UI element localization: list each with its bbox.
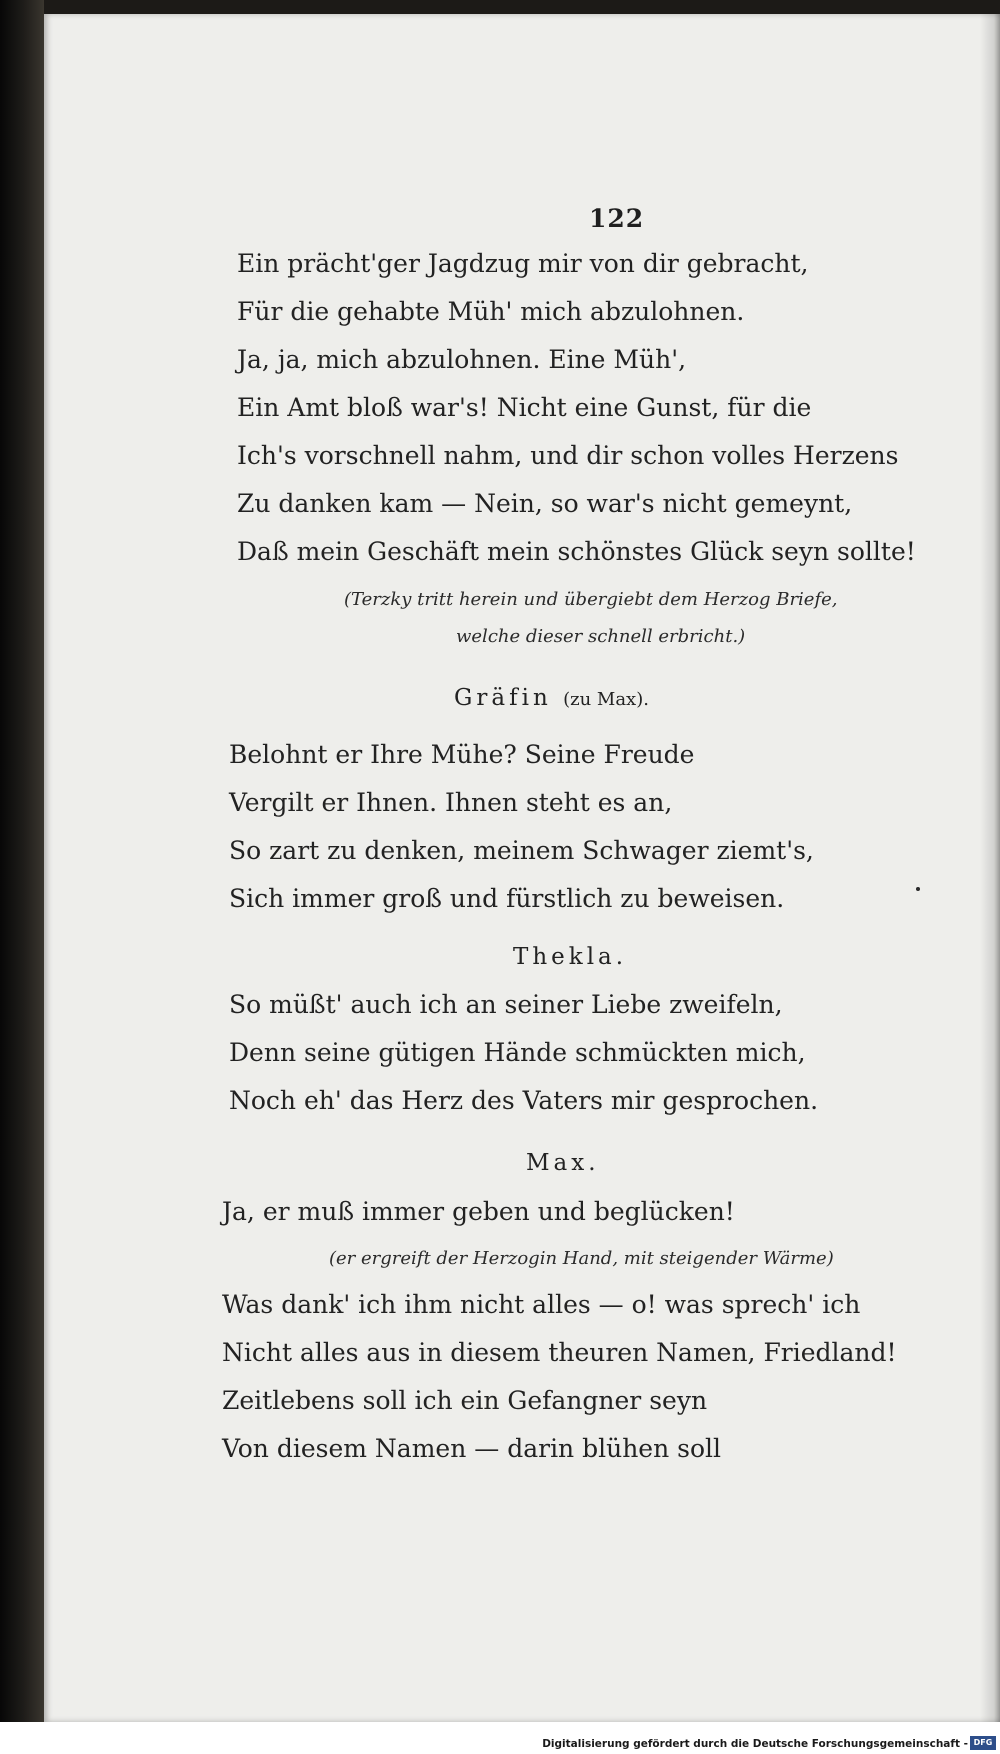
- funding-credit: Digitalisierung gefördert durch die Deutsche Forschungsgemeinschaft -: [542, 1738, 968, 1750]
- speaker-name: [454, 685, 649, 711]
- stage-direction: welche dieser schnell erbricht.): [456, 626, 746, 647]
- page-edge-shadow: [980, 14, 1000, 1722]
- verse-line: So müßt' auch ich an seiner Liebe zweifeln,: [229, 990, 783, 1019]
- verse-line: Ein Amt bloß war's! Nicht eine Gunst, für die: [237, 393, 812, 422]
- speaker-label: Gräfin: [454, 685, 552, 711]
- verse-line: Zu danken kam — Nein, so war's nicht gemeynt,: [237, 489, 853, 518]
- verse-line: Ja, er muß immer geben und beglücken!: [222, 1197, 735, 1226]
- verse-line: Vergilt er Ihnen. Ihnen steht es an,: [229, 788, 673, 817]
- verse-line: Von diesem Namen — darin blühen soll: [222, 1434, 722, 1463]
- stage-direction: (Terzky tritt herein und übergiebt dem Herzog Briefe,: [344, 589, 838, 610]
- verse-line: Was dank' ich ihm nicht alles — o! was sprech' ich: [222, 1290, 861, 1319]
- verse-line: Daß mein Geschäft mein schönstes Glück seyn sollte!: [237, 537, 916, 566]
- verse-line: Noch eh' das Herz des Vaters mir gesprochen.: [229, 1086, 819, 1115]
- speaker-name: Max.: [526, 1150, 600, 1176]
- verse-line: Zeitlebens soll ich ein Gefangner seyn: [222, 1386, 708, 1415]
- verse-line: So zart zu denken, meinem Schwager ziemt's,: [229, 836, 814, 865]
- page-number: 122: [589, 204, 645, 233]
- dfg-logo: DFG: [970, 1736, 996, 1750]
- book-page: [44, 14, 1000, 1722]
- book-binding-edge: [0, 0, 44, 1722]
- verse-line: Ein prächt'ger Jagdzug mir von dir gebracht,: [237, 249, 809, 278]
- paper-speck: [916, 887, 920, 891]
- verse-line: Ja, ja, mich abzulohnen. Eine Müh',: [237, 345, 687, 374]
- speaker-note: (zu Max).: [563, 689, 649, 710]
- verse-line: Denn seine gütigen Hände schmückten mich,: [229, 1038, 806, 1067]
- stage-direction: (er ergreift der Herzogin Hand, mit steigender Wärme): [329, 1248, 834, 1269]
- verse-line: Belohnt er Ihre Mühe? Seine Freude: [229, 740, 695, 769]
- speaker-name: Thekla.: [513, 944, 628, 970]
- verse-line: Ich's vorschnell nahm, und dir schon volles Herzens: [237, 441, 899, 470]
- verse-line: Für die gehabte Müh' mich abzulohnen.: [237, 297, 745, 326]
- verse-line: Nicht alles aus in diesem theuren Namen, Friedland!: [222, 1338, 897, 1367]
- verse-line: Sich immer groß und fürstlich zu beweisen.: [229, 884, 785, 913]
